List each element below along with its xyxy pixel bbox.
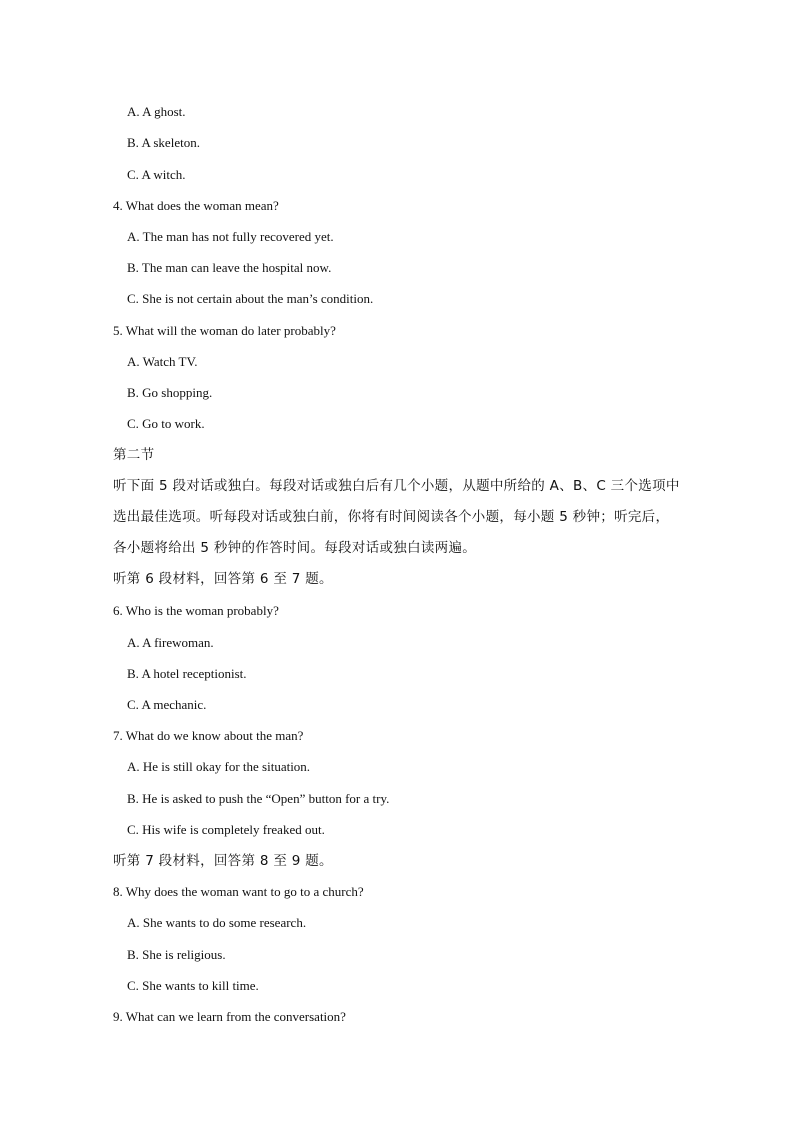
- q6-question: 6. Who is the woman probably?: [113, 603, 279, 618]
- q3-option-c: C. A witch.: [127, 167, 186, 182]
- section-instructions-line-3: 各小题将给出 5 秒钟的作答时间。每段对话或独白读两遍。: [113, 540, 477, 556]
- q6-option-b: B. A hotel receptionist.: [127, 666, 247, 681]
- q4-question: 4. What does the woman mean?: [113, 198, 279, 213]
- q7-option-c: C. His wife is completely freaked out.: [127, 822, 325, 837]
- material-7-heading: 听第 7 段材料，回答第 8 至 9 题。: [113, 853, 333, 869]
- q8-option-b: B. She is religious.: [127, 947, 226, 962]
- q4-option-a: A. The man has not fully recovered yet.: [127, 229, 334, 244]
- q4-option-b: B. The man can leave the hospital now.: [127, 260, 332, 275]
- q7-question: 7. What do we know about the man?: [113, 728, 304, 743]
- q9-question: 9. What can we learn from the conversation?: [113, 1009, 346, 1024]
- section-title: 第二节: [113, 447, 155, 463]
- q6-option-c: C. A mechanic.: [127, 697, 207, 712]
- material-6-heading: 听第 6 段材料，回答第 6 至 7 题。: [113, 571, 333, 587]
- q3-option-b: B. A skeleton.: [127, 135, 200, 150]
- q4-option-c: C. She is not certain about the man’s condition.: [127, 291, 374, 306]
- q7-option-b: B. He is asked to push the “Open” button for a try.: [127, 791, 390, 806]
- q6-option-a: A. A firewoman.: [127, 635, 214, 650]
- q5-option-a: A. Watch TV.: [127, 354, 198, 369]
- section-instructions-line-2: 选出最佳选项。听每段对话或独白前，你将有时间阅读各个小题，每小题 5 秒钟；听完后，: [113, 509, 670, 525]
- q7-option-a: A. He is still okay for the situation.: [127, 759, 311, 774]
- q5-question: 5. What will the woman do later probably?: [113, 323, 336, 338]
- q5-option-b: B. Go shopping.: [127, 385, 213, 400]
- section-instructions-line-1: 听下面 5 段对话或独白。每段对话或独白后有几个小题，从题中所给的 A、B、C 三个选项中: [113, 478, 680, 494]
- q8-option-c: C. She wants to kill time.: [127, 978, 259, 993]
- q8-option-a: A. She wants to do some research.: [127, 915, 307, 930]
- q5-option-c: C. Go to work.: [127, 416, 205, 431]
- q3-option-a: A. A ghost.: [127, 104, 186, 119]
- q8-question: 8. Why does the woman want to go to a church?: [113, 884, 364, 899]
